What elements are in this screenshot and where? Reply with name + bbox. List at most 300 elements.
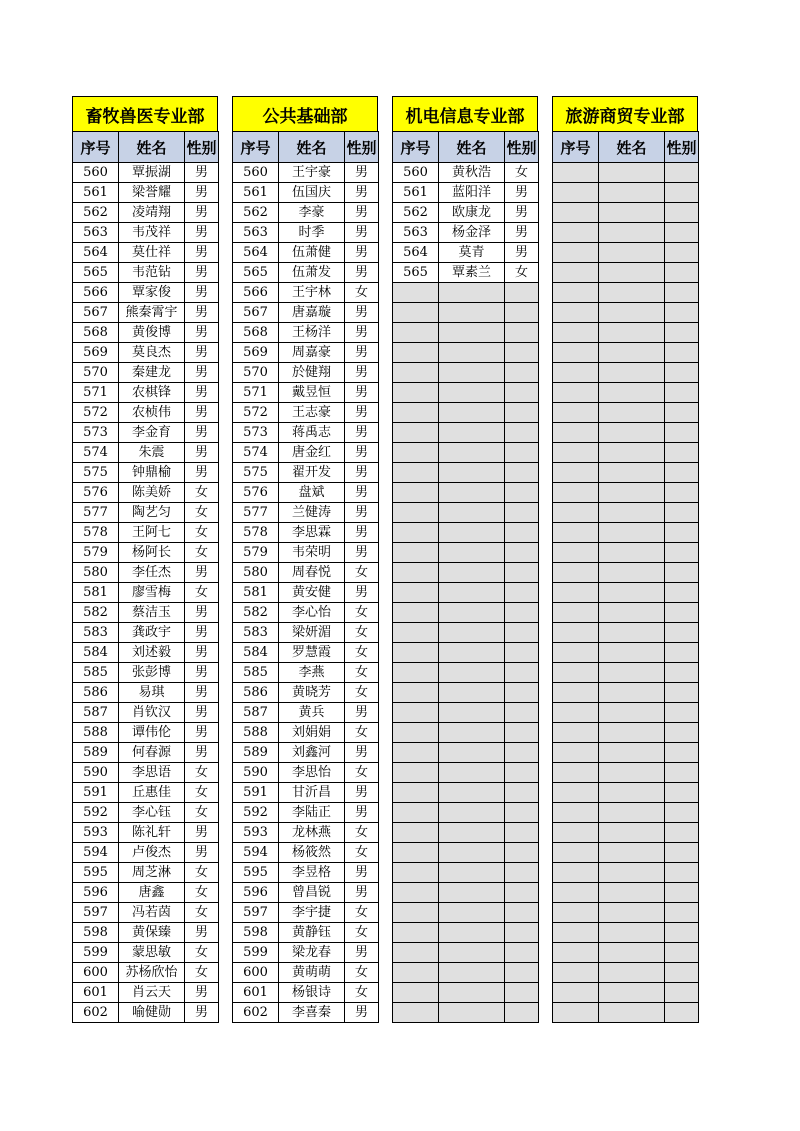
name-cell: 莫良杰 — [119, 343, 185, 363]
column-header: 序号 — [73, 132, 119, 163]
name-cell: 秦建龙 — [119, 363, 185, 383]
table-row — [393, 343, 539, 363]
seq-cell: 563 — [73, 223, 119, 243]
empty-cell — [599, 323, 665, 343]
seq-cell: 591 — [233, 783, 279, 803]
name-cell: 李思语 — [119, 763, 185, 783]
empty-cell — [439, 463, 505, 483]
empty-cell — [439, 283, 505, 303]
empty-cell — [665, 163, 699, 183]
empty-cell — [665, 243, 699, 263]
seq-cell: 572 — [233, 403, 279, 423]
name-cell: 王志豪 — [279, 403, 345, 423]
empty-cell — [553, 303, 599, 323]
empty-cell — [505, 283, 539, 303]
empty-cell — [393, 903, 439, 923]
empty-cell — [553, 743, 599, 763]
seq-cell: 573 — [73, 423, 119, 443]
name-cell: 陶艺匀 — [119, 503, 185, 523]
seq-cell: 560 — [73, 163, 119, 183]
empty-cell — [439, 483, 505, 503]
gender-cell: 女 — [345, 983, 379, 1003]
gender-cell: 男 — [185, 663, 219, 683]
empty-cell — [599, 223, 665, 243]
empty-cell — [393, 363, 439, 383]
empty-cell — [665, 823, 699, 843]
name-cell: 韦范钻 — [119, 263, 185, 283]
name-cell: 李燕 — [279, 663, 345, 683]
table-row — [393, 723, 539, 743]
seq-cell: 561 — [233, 183, 279, 203]
empty-cell — [599, 823, 665, 843]
department-block — [72, 96, 218, 1023]
empty-cell — [393, 423, 439, 443]
column-header: 姓名 — [599, 132, 665, 163]
gender-cell: 女 — [185, 943, 219, 963]
seq-cell: 596 — [73, 883, 119, 903]
empty-cell — [439, 723, 505, 743]
empty-cell — [393, 583, 439, 603]
gender-cell: 女 — [185, 803, 219, 823]
column-header: 性别 — [185, 132, 219, 163]
name-cell: 戴昱恒 — [279, 383, 345, 403]
seq-cell: 570 — [233, 363, 279, 383]
gender-cell: 女 — [185, 783, 219, 803]
gender-cell: 男 — [185, 563, 219, 583]
gender-cell: 男 — [505, 243, 539, 263]
empty-cell — [599, 1003, 665, 1023]
header-row — [553, 132, 699, 163]
gender-cell: 男 — [345, 443, 379, 463]
empty-cell — [439, 583, 505, 603]
seq-cell: 563 — [393, 223, 439, 243]
seq-cell: 571 — [73, 383, 119, 403]
empty-cell — [553, 583, 599, 603]
empty-cell — [505, 403, 539, 423]
name-cell: 丘惠佳 — [119, 783, 185, 803]
table-row — [393, 1003, 539, 1023]
empty-cell — [665, 203, 699, 223]
gender-cell: 男 — [185, 363, 219, 383]
table-row — [553, 463, 699, 483]
table-row — [73, 443, 219, 463]
table-row — [553, 323, 699, 343]
seq-cell: 560 — [233, 163, 279, 183]
column-header: 性别 — [345, 132, 379, 163]
empty-cell — [393, 863, 439, 883]
table-row — [73, 563, 219, 583]
seq-cell: 572 — [73, 403, 119, 423]
name-cell: 覃振湖 — [119, 163, 185, 183]
name-cell: 李豪 — [279, 203, 345, 223]
seq-cell: 590 — [233, 763, 279, 783]
empty-cell — [553, 803, 599, 823]
seq-cell: 561 — [393, 183, 439, 203]
empty-cell — [665, 883, 699, 903]
header-row — [393, 132, 539, 163]
empty-cell — [439, 663, 505, 683]
column-header: 姓名 — [119, 132, 185, 163]
gender-cell: 男 — [185, 343, 219, 363]
empty-cell — [553, 843, 599, 863]
empty-cell — [393, 1003, 439, 1023]
name-cell: 朱震 — [119, 443, 185, 463]
table-row — [233, 423, 379, 443]
empty-cell — [665, 923, 699, 943]
table-row — [553, 683, 699, 703]
table-row — [393, 823, 539, 843]
empty-cell — [505, 363, 539, 383]
empty-cell — [393, 843, 439, 863]
gender-cell: 女 — [345, 663, 379, 683]
table-row — [553, 703, 699, 723]
empty-cell — [505, 543, 539, 563]
empty-cell — [393, 643, 439, 663]
table-row — [233, 583, 379, 603]
name-cell: 李思怡 — [279, 763, 345, 783]
table-row — [73, 963, 219, 983]
seq-cell: 562 — [393, 203, 439, 223]
empty-cell — [553, 443, 599, 463]
empty-cell — [599, 723, 665, 743]
table-row — [393, 203, 539, 223]
table-row — [233, 183, 379, 203]
empty-cell — [553, 943, 599, 963]
gender-cell: 男 — [345, 403, 379, 423]
name-cell: 苏杨欣怡 — [119, 963, 185, 983]
empty-cell — [393, 603, 439, 623]
department-title: 畜牧兽医专业部 — [72, 96, 218, 131]
seq-cell: 574 — [233, 443, 279, 463]
gender-cell: 男 — [505, 203, 539, 223]
gender-cell: 女 — [185, 963, 219, 983]
gender-cell: 男 — [345, 343, 379, 363]
table-row — [393, 503, 539, 523]
empty-cell — [439, 1003, 505, 1023]
gender-cell: 男 — [345, 423, 379, 443]
table-row — [393, 523, 539, 543]
table-row — [73, 723, 219, 743]
empty-cell — [439, 503, 505, 523]
seq-cell: 580 — [233, 563, 279, 583]
table-row — [233, 203, 379, 223]
table-row — [553, 943, 699, 963]
gender-cell: 女 — [345, 623, 379, 643]
table-row — [233, 803, 379, 823]
gender-cell: 男 — [345, 783, 379, 803]
seq-cell: 567 — [73, 303, 119, 323]
gender-cell: 女 — [345, 283, 379, 303]
empty-cell — [393, 663, 439, 683]
table-row — [393, 803, 539, 823]
empty-cell — [599, 183, 665, 203]
table-row — [73, 643, 219, 663]
empty-cell — [393, 923, 439, 943]
gender-cell: 男 — [345, 263, 379, 283]
empty-cell — [505, 963, 539, 983]
gender-cell: 男 — [185, 263, 219, 283]
empty-cell — [439, 803, 505, 823]
table-row — [553, 383, 699, 403]
table-row — [233, 1003, 379, 1023]
seq-cell: 569 — [73, 343, 119, 363]
table-row — [393, 223, 539, 243]
empty-cell — [393, 803, 439, 823]
seq-cell: 569 — [233, 343, 279, 363]
name-cell: 周芝淋 — [119, 863, 185, 883]
table-row — [233, 543, 379, 563]
empty-cell — [505, 383, 539, 403]
name-cell: 李任杰 — [119, 563, 185, 583]
name-cell: 黄晓芳 — [279, 683, 345, 703]
empty-cell — [553, 723, 599, 743]
empty-cell — [553, 903, 599, 923]
table-row — [393, 463, 539, 483]
name-cell: 伍国庆 — [279, 183, 345, 203]
table-row — [233, 863, 379, 883]
name-cell: 凌靖翔 — [119, 203, 185, 223]
empty-cell — [393, 783, 439, 803]
seq-cell: 586 — [233, 683, 279, 703]
gender-cell: 男 — [345, 363, 379, 383]
empty-cell — [505, 923, 539, 943]
gender-cell: 男 — [505, 183, 539, 203]
empty-cell — [553, 563, 599, 583]
seq-cell: 596 — [233, 883, 279, 903]
empty-cell — [439, 783, 505, 803]
gender-cell: 男 — [345, 463, 379, 483]
gender-cell: 男 — [185, 303, 219, 323]
seq-cell: 564 — [73, 243, 119, 263]
empty-cell — [505, 903, 539, 923]
empty-cell — [553, 863, 599, 883]
table-row — [553, 363, 699, 383]
empty-cell — [393, 563, 439, 583]
table-row — [393, 983, 539, 1003]
seq-cell: 598 — [73, 923, 119, 943]
empty-cell — [393, 823, 439, 843]
gender-cell: 男 — [185, 323, 219, 343]
name-cell: 刘鑫河 — [279, 743, 345, 763]
empty-cell — [439, 963, 505, 983]
table-row — [393, 483, 539, 503]
name-cell: 钟鼎榆 — [119, 463, 185, 483]
empty-cell — [505, 703, 539, 723]
empty-cell — [439, 763, 505, 783]
name-cell: 王杨洋 — [279, 323, 345, 343]
table-row — [393, 703, 539, 723]
table-row — [233, 443, 379, 463]
table-row — [553, 223, 699, 243]
empty-cell — [599, 763, 665, 783]
name-cell: 覃素兰 — [439, 263, 505, 283]
seq-cell: 579 — [233, 543, 279, 563]
gender-cell: 女 — [345, 683, 379, 703]
gender-cell: 女 — [185, 763, 219, 783]
empty-cell — [439, 823, 505, 843]
table-row — [553, 783, 699, 803]
table-row — [393, 563, 539, 583]
table-row — [553, 603, 699, 623]
table-row — [553, 883, 699, 903]
empty-cell — [505, 863, 539, 883]
seq-cell: 582 — [233, 603, 279, 623]
name-cell: 韦荣明 — [279, 543, 345, 563]
empty-cell — [439, 863, 505, 883]
empty-cell — [599, 703, 665, 723]
empty-cell — [553, 463, 599, 483]
empty-cell — [393, 883, 439, 903]
department-block — [392, 96, 538, 1023]
table-row — [553, 243, 699, 263]
empty-cell — [599, 903, 665, 923]
column-header: 姓名 — [439, 132, 505, 163]
gender-cell: 男 — [345, 483, 379, 503]
empty-cell — [439, 643, 505, 663]
gender-cell: 女 — [185, 583, 219, 603]
empty-cell — [665, 963, 699, 983]
empty-cell — [553, 503, 599, 523]
gender-cell: 女 — [345, 923, 379, 943]
seq-cell: 565 — [73, 263, 119, 283]
name-cell: 李心怡 — [279, 603, 345, 623]
table-row — [393, 903, 539, 923]
table-row — [73, 1003, 219, 1023]
table-row — [553, 563, 699, 583]
table-row — [233, 163, 379, 183]
seq-cell: 564 — [233, 243, 279, 263]
seq-cell: 580 — [73, 563, 119, 583]
empty-cell — [665, 943, 699, 963]
empty-cell — [439, 363, 505, 383]
seq-cell: 588 — [73, 723, 119, 743]
seq-cell: 566 — [233, 283, 279, 303]
empty-cell — [553, 243, 599, 263]
name-cell: 黄萌萌 — [279, 963, 345, 983]
table-row — [393, 263, 539, 283]
empty-cell — [393, 763, 439, 783]
empty-cell — [553, 683, 599, 703]
seq-cell: 575 — [233, 463, 279, 483]
empty-cell — [553, 643, 599, 663]
table-row — [73, 703, 219, 723]
table-row — [73, 943, 219, 963]
table-row — [393, 943, 539, 963]
table-row — [73, 483, 219, 503]
table-row — [233, 603, 379, 623]
name-cell: 杨阿长 — [119, 543, 185, 563]
empty-cell — [599, 283, 665, 303]
table-row — [233, 283, 379, 303]
table-row — [73, 803, 219, 823]
gender-cell: 男 — [345, 223, 379, 243]
name-cell: 熊秦霄宇 — [119, 303, 185, 323]
seq-cell: 565 — [233, 263, 279, 283]
gender-cell: 男 — [185, 243, 219, 263]
seq-cell: 574 — [73, 443, 119, 463]
name-cell: 莫仕祥 — [119, 243, 185, 263]
empty-cell — [665, 383, 699, 403]
empty-cell — [439, 423, 505, 443]
table-row — [73, 403, 219, 423]
table-row — [73, 363, 219, 383]
table-row — [393, 603, 539, 623]
department-block — [232, 96, 378, 1023]
empty-cell — [439, 563, 505, 583]
empty-cell — [439, 603, 505, 623]
seq-cell: 594 — [73, 843, 119, 863]
empty-cell — [553, 623, 599, 643]
table-row — [73, 663, 219, 683]
table-row — [553, 423, 699, 443]
empty-cell — [665, 983, 699, 1003]
empty-cell — [505, 943, 539, 963]
empty-cell — [505, 803, 539, 823]
empty-cell — [553, 383, 599, 403]
table-row — [393, 583, 539, 603]
table-row — [393, 643, 539, 663]
seq-cell: 594 — [233, 843, 279, 863]
gender-cell: 男 — [345, 1003, 379, 1023]
gender-cell: 男 — [185, 983, 219, 1003]
empty-cell — [505, 683, 539, 703]
gender-cell: 女 — [185, 903, 219, 923]
empty-cell — [599, 563, 665, 583]
table-row — [233, 963, 379, 983]
gender-cell: 男 — [345, 203, 379, 223]
empty-cell — [553, 163, 599, 183]
empty-cell — [439, 703, 505, 723]
empty-cell — [439, 403, 505, 423]
empty-cell — [599, 543, 665, 563]
table-row — [233, 243, 379, 263]
seq-cell: 601 — [73, 983, 119, 1003]
table-row — [233, 403, 379, 423]
name-cell: 周春悦 — [279, 563, 345, 583]
empty-cell — [665, 263, 699, 283]
empty-cell — [505, 983, 539, 1003]
gender-cell: 女 — [185, 863, 219, 883]
empty-cell — [665, 783, 699, 803]
seq-cell: 573 — [233, 423, 279, 443]
seq-cell: 583 — [73, 623, 119, 643]
column-header: 性别 — [665, 132, 699, 163]
seq-cell: 566 — [73, 283, 119, 303]
table-row — [393, 843, 539, 863]
seq-cell: 588 — [233, 723, 279, 743]
empty-cell — [665, 423, 699, 443]
seq-cell: 600 — [73, 963, 119, 983]
gender-cell: 女 — [185, 523, 219, 543]
table-row — [73, 543, 219, 563]
empty-cell — [505, 443, 539, 463]
department-title: 机电信息专业部 — [392, 96, 538, 131]
empty-cell — [439, 903, 505, 923]
table-row — [233, 983, 379, 1003]
seq-cell: 567 — [233, 303, 279, 323]
column-header: 序号 — [393, 132, 439, 163]
empty-cell — [505, 523, 539, 543]
table-row — [73, 183, 219, 203]
seq-cell: 565 — [393, 263, 439, 283]
name-cell: 肖云天 — [119, 983, 185, 1003]
empty-cell — [665, 483, 699, 503]
name-cell: 甘沂昌 — [279, 783, 345, 803]
gender-cell: 男 — [185, 223, 219, 243]
table-row — [553, 983, 699, 1003]
table-row — [233, 463, 379, 483]
name-cell: 龚政宇 — [119, 623, 185, 643]
